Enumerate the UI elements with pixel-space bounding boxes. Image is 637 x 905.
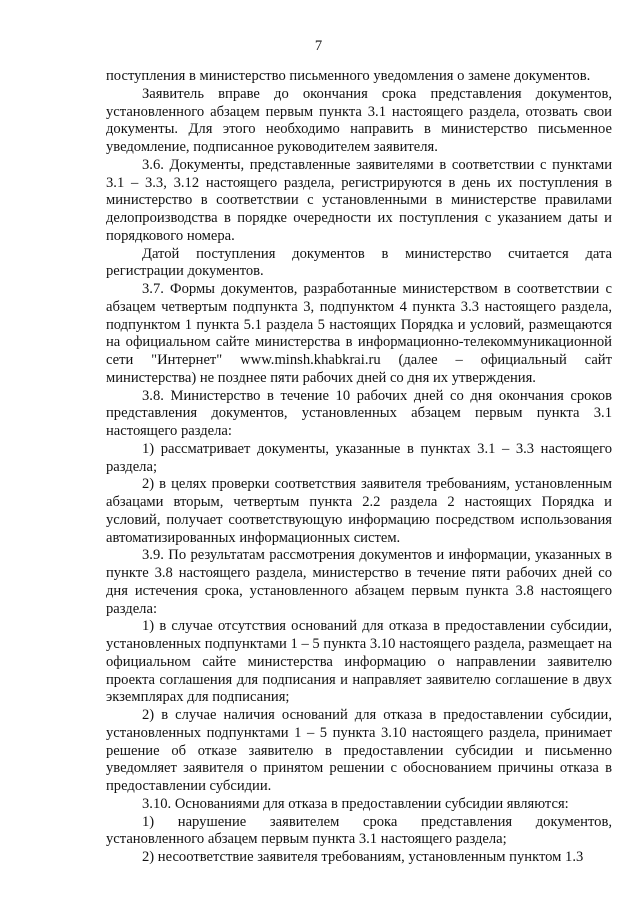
paragraph-3-10-item-1: 1) нарушение заявителем срока представления документов, установленного абзацем первым пункта 3.1 настоящего раздела; <box>106 813 612 848</box>
paragraph-receipt-date: Датой поступления документов в министерство считается дата регистрации документов. <box>106 245 612 280</box>
paragraph-continuation: поступления в министерство письменного уведомления о замене документов. <box>106 68 591 84</box>
paragraph-3-10-item-2: 2) несоответствие заявителя требованиям, установленным пунктом 1.3 <box>142 849 584 865</box>
document-body <box>106 68 612 867</box>
paragraph-3-9-item-1: 1) в случае отсутствия оснований для отказа в предоставлении субсидии, установленных подпунктами 1 – 5 пункта 3.10 настоящего раздела, размещает на официальном сайте министерства информацию о направлении заявителю проекта соглашения для подписания и направляет заявителю соглашение в двух экземплярах для подписания; <box>106 618 612 706</box>
paragraph-3-8-item-1: 1) рассматривает документы, указанные в пунктах 3.1 – 3.3 настоящего раздела; <box>106 440 612 475</box>
page-number: 7 <box>314 38 323 54</box>
paragraph-3-6: 3.6. Документы, представленные заявителями в соответствии с пунктами 3.1 – 3.3, 3.12 настоящего раздела, регистрируются в день их поступления в министерство в соответствии с установленными в министерстве правилами делопроизводства в порядке очередности их поступления с указанием даты и порядкового номера. <box>106 156 612 244</box>
paragraph-withdrawal: Заявитель вправе до окончания срока представления документов, установленного абзацем первым пункта 3.1 настоящего раздела, отозвать свои документы. Для этого необходимо направить в министерство письменное уведомление, подписанное руководителем заявителя. <box>106 85 612 155</box>
paragraph-3-8: 3.8. Министерство в течение 10 рабочих дней со дня окончания сроков представления документов, установленных абзацем первым пункта 3.1 настоящего раздела: <box>106 387 612 439</box>
paragraph-3-9-item-2: 2) в случае наличия оснований для отказа в предоставлении субсидии, установленных подпунктами 1 – 5 пункта 3.10 настоящего раздела, принимает решение об отказе заявителю в предоставлении субсидии и письменно уведомляет заявителя о принятом решении с обоснованием причины отказа в предоставлении субсидии. <box>106 707 612 794</box>
paragraph-3-8-item-2: 2) в целях проверки соответствия заявителя требованиям, установленным абзацами вторым, четвертым пункта 2.2 раздела 2 настоящих Порядка и условий, получает соответствующую информацию посредством использования автоматизированных информационных систем. <box>106 476 612 546</box>
paragraph-3-10: 3.10. Основаниями для отказа в предоставлении субсидии являются: <box>142 795 569 812</box>
paragraph-3-9: 3.9. По результатам рассмотрения документов и информации, указанных в пункте 3.8 настоящего раздела, министерство в течение пяти рабочих дней со дня истечения срока, установленного абзацем первым пункта 3.8 настоящего раздела: <box>106 547 612 617</box>
paragraph-3-7: 3.7. Формы документов, разработанные министерством в соответствии с абзацем четвертым подпункта 3, подпунктом 4 пункта 3.3 настоящего раздела, подпунктом 1 пункта 5.1 раздела 5 настоящих Порядка и условий, размещаются на официальном сайте министерства в информационно-телекоммуникационной сети "Интернет" www.minsh.khabkrai.ru (далее – официальный сайт министерства) не позднее пяти рабочих дней со дня их утверждения. <box>106 281 612 386</box>
